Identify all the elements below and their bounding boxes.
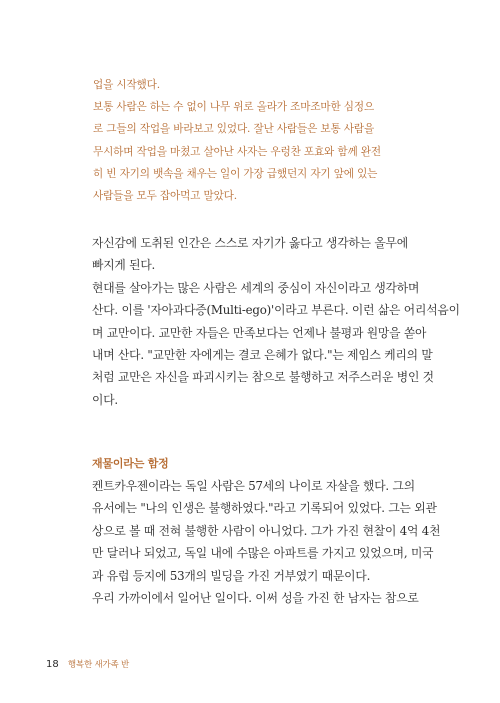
body-line: 자신감에 도취된 인간은 스스로 자기가 옳다고 생각하는 올무에 bbox=[92, 236, 408, 250]
quote-block bbox=[93, 74, 413, 207]
section-heading: 재물이라는 함정 bbox=[92, 457, 169, 470]
section-body bbox=[92, 475, 441, 609]
quote-line: 로 그들의 작업을 바라보고 있었다. 잘난 사람들은 보통 사람을 bbox=[93, 123, 375, 136]
quote-line: 업을 시작했다. bbox=[93, 79, 160, 91]
body-line: 켄트카우젠이라는 독일 사람은 57세의 나이로 자살을 했다. 그의 bbox=[92, 479, 415, 493]
quote-line: 히 빈 자기의 뱃속을 채우는 일이 가장 급했던지 자기 앞에 있는 bbox=[93, 167, 378, 180]
body-line: 상으로 볼 때 전혀 불행한 사람이 아니었다. 그가 가진 현찰이 4억 4천 bbox=[92, 523, 441, 538]
body-line: 현대를 살아가는 많은 사람은 세계의 중심이 자신이라고 생각하며 bbox=[92, 280, 420, 295]
quote-line: 사람들을 모두 잡아먹고 말았다. bbox=[93, 190, 237, 203]
running-title: 행복한 새가족 반 bbox=[67, 660, 130, 670]
quote-line: 무시하며 작업을 마쳤고 살아난 사자는 우렁찬 포효와 함께 완전 bbox=[93, 145, 381, 158]
page-footer bbox=[46, 658, 129, 672]
body-line: 우리 가까이에서 일어난 일이다. 이써 성을 가진 한 남자는 참으로 bbox=[92, 591, 419, 606]
body-line: 이다. bbox=[92, 392, 118, 407]
body-line: 내며 산다. "교만한 자에게는 결코 은혜가 없다."는 제임스 케리의 말 bbox=[92, 348, 433, 363]
body-line: 산다. 이를 '자아과다증(Multi-ego)'이라고 부른다. 이런 삶은 어리석음이 bbox=[92, 303, 460, 318]
body-paragraphs bbox=[92, 232, 460, 411]
body-line: 과 유럽 등지에 53개의 빌딩을 가진 거부였기 때문이다. bbox=[92, 568, 371, 583]
body-line: 만 달러나 되었고, 독일 내에 수많은 아파트를 가지고 있었으며, 미국 bbox=[92, 546, 434, 561]
body-line: 빠지게 된다. bbox=[92, 258, 156, 273]
body-line: 처럼 교만은 자신을 파괴시키는 참으로 불행하고 저주스러운 병인 것 bbox=[92, 370, 434, 385]
quote-line: 보통 사람은 하는 수 없이 나무 위로 올라가 조마조마한 심정으 bbox=[93, 101, 375, 114]
body-line: 며 교만이다. 교만한 자들은 만족보다는 언제나 불평과 원망을 쏟아 bbox=[92, 325, 427, 340]
body-line: 유서에는 "나의 인생은 불행하였다."라고 기록되어 있었다. 그는 외관 bbox=[92, 501, 437, 516]
page-number: 18 bbox=[46, 659, 59, 670]
